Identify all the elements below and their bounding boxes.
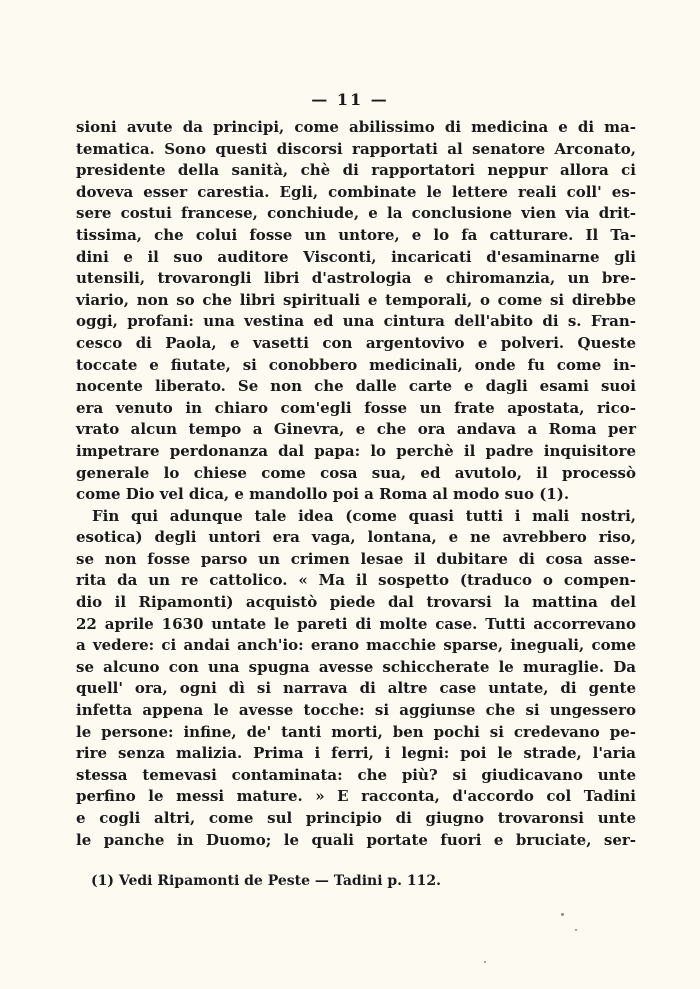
text-line: generale lo chiese come cosa sua, ed avutolo, il processò [76,463,636,482]
paragraph-2 [76,506,636,852]
text-line: rire senza malizia. Prima i ferri, i legni: poi le strade, l'aria [76,744,636,763]
text-line: impetrare perdonanza dal papa: lo perchè il padre inquisitore [76,441,636,460]
text-line: vrato alcun tempo a Ginevra, e che ora andava a Roma per [76,420,636,439]
footnote: (1) Vedi Ripamonti de Peste — Tadini p. 112. [91,873,442,889]
text-line: rita da un re cattolico. « Ma il sospetto (traduco o compen- [76,571,636,590]
text-line: 22 aprile 1630 untate le pareti di molte case. Tutti accorrevano [76,614,636,633]
text-line: viario, non so che libri spirituali e temporali, o come si direbbe [76,290,636,309]
body-text [76,117,636,851]
text-line: oggi, profani: una vestina ed una cintura dell'abito di s. Fran- [76,312,636,331]
text-line: stessa temevasi contaminata: che più? si giudicavano unte [76,765,636,784]
text-line: perfino le messi mature. » E racconta, d'accordo col Tadini [76,787,636,806]
text-line: doveva esser carestia. Egli, combinate le lettere reali coll' es- [76,182,636,201]
text-line: quell' ora, ogni dì si narrava di altre case untate, di gente [76,679,636,698]
text-line: esotica) degli untori era vaga, lontana, e ne avrebbero riso, [76,528,636,547]
text-line: cesco di Paola, e vasetti con argentovivo e polveri. Queste [76,333,636,352]
text-line: tematica. Sono questi discorsi rapportati al senatore Arconato, [76,139,636,158]
text-line: e cogli altri, come sul principio di giugno trovaronsi unte [76,809,636,827]
text-line: come Dio vel dica, e mandollo poi a Roma al modo suo (1). [76,485,570,504]
text-line: sioni avute da principi, come abilissimo di medicina e di ma- [76,118,636,136]
text-line: toccate e fiutate, si conobbero medicinali, onde fu come in- [76,355,636,374]
text-line: se non fosse parso un crimen lesae il dubitare di cosa asse- [76,549,636,568]
text-line: infetta appena le avesse tocche: si aggiunse che si ungessero [76,701,636,720]
text-line: a vedere: ci andai anch'io: erano macchie sparse, ineguali, come [76,636,636,655]
paper-speck [575,929,577,931]
text-line: sere costui francese, conchiude, e la conclusione vien via drit- [76,204,636,223]
text-line: nocente liberato. Se non che dalle carte e dagli esami suoi [76,377,636,396]
text-line: dio il Ripamonti) acquistò piede dal trovarsi la mattina del [76,593,636,612]
paper-speck [561,913,564,916]
text-line: era venuto in chiaro com'egli fosse un frate apostata, rico- [76,398,636,417]
text-line: dini e il suo auditore Visconti, incaricati d'esaminarne gli [76,247,636,266]
paragraph-1 [76,117,636,506]
text-line: presidente della sanità, chè di rapportatori neppur allora ci [76,161,636,180]
text-line: tissima, che colui fosse un untore, e lo fa catturare. Il Ta- [76,225,636,244]
text-line: le panche in Duomo; le quali portate fuori e bruciate, ser- [76,830,636,849]
paper-speck [484,961,486,963]
text-line: se alcuno con una spugna avesse schiccherate le muraglie. Da [76,657,636,676]
page-number: — 11 — [311,90,389,109]
text-line: Fin qui adunque tale idea (come quasi tutti i mali nostri, [92,506,636,525]
text-line: utensili, trovarongli libri d'astrologia e chiromanzia, un bre- [76,269,636,288]
text-line: le persone: infine, de' tanti morti, ben pochi si credevano pe- [76,722,636,741]
